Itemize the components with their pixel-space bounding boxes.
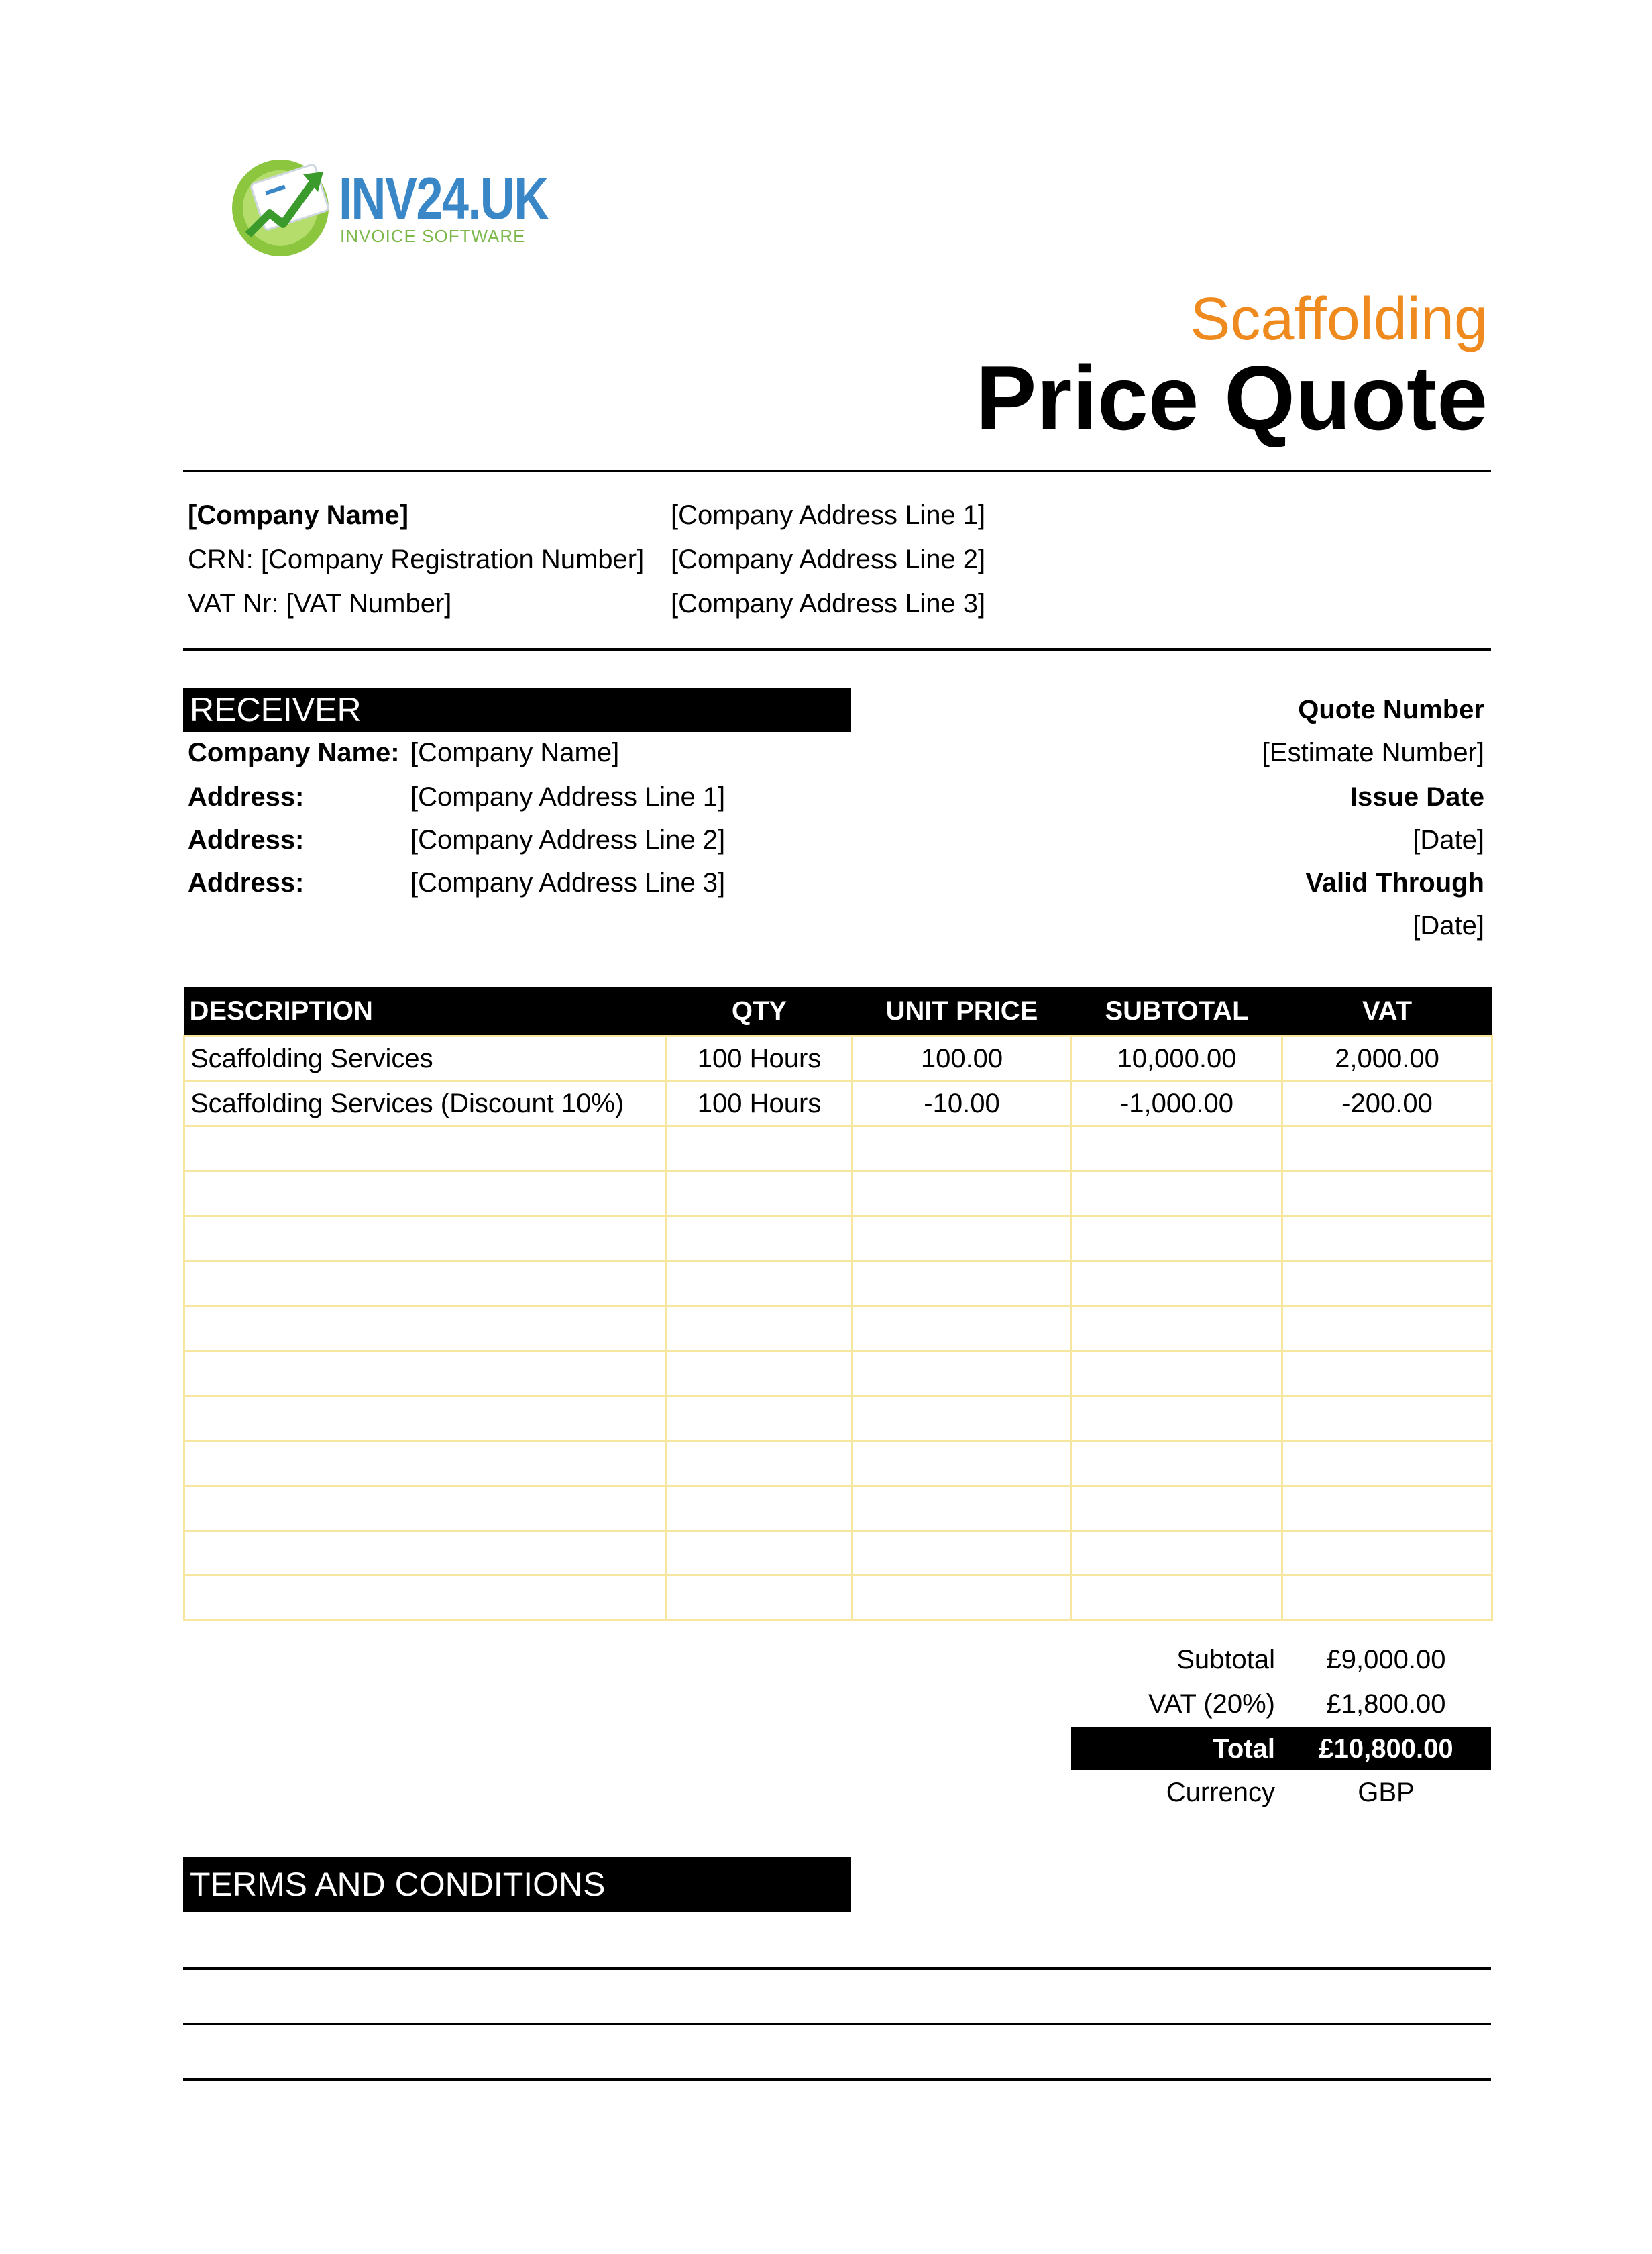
subtotal-label: Subtotal <box>1176 1645 1275 1674</box>
cell-unit-price: 100.00 <box>852 1036 1072 1081</box>
table-row <box>184 1351 1492 1396</box>
terms-heading: TERMS AND CONDITIONS <box>183 1857 851 1912</box>
receiver-address-1: [Company Address Line 1] <box>410 782 726 812</box>
receiver-address-label: Address: <box>188 868 305 898</box>
company-address-1: [Company Address Line 1] <box>671 500 986 530</box>
cell-description <box>184 1486 667 1531</box>
receiver-address-2: [Company Address Line 2] <box>410 825 726 855</box>
cell-vat <box>1282 1216 1492 1261</box>
cell-qty <box>667 1351 852 1396</box>
cell-unit-price <box>852 1441 1072 1486</box>
valid-through-label: Valid Through <box>1305 868 1484 898</box>
cell-subtotal <box>1072 1441 1282 1486</box>
column-header-vat: VAT <box>1282 987 1492 1036</box>
table-row <box>184 1486 1492 1531</box>
table-row <box>184 1531 1492 1576</box>
cell-subtotal <box>1072 1216 1282 1261</box>
currency-value: GBP <box>1358 1778 1415 1807</box>
cell-unit-price <box>852 1306 1072 1351</box>
cell-unit-price <box>852 1126 1072 1171</box>
cell-subtotal <box>1072 1351 1282 1396</box>
table-row <box>184 1306 1492 1351</box>
logo-text: INV24.UK <box>339 165 548 231</box>
cell-description <box>184 1531 667 1576</box>
logo-graphic-icon <box>228 154 335 258</box>
cell-qty <box>667 1306 852 1351</box>
cell-qty <box>667 1126 852 1171</box>
column-header-subtotal: SUBTOTAL <box>1072 987 1282 1036</box>
table-row <box>184 1081 1492 1126</box>
company-name: [Company Name] <box>188 500 408 530</box>
table-row <box>184 1576 1492 1621</box>
cell-subtotal <box>1072 1396 1282 1441</box>
cell-unit-price <box>852 1261 1072 1306</box>
cell-qty <box>667 1576 852 1621</box>
cell-subtotal: 10,000.00 <box>1072 1036 1282 1081</box>
cell-vat <box>1282 1306 1492 1351</box>
cell-vat <box>1282 1441 1492 1486</box>
receiver-company-label: Company Name: <box>188 738 400 767</box>
cell-vat: -200.00 <box>1282 1081 1492 1126</box>
document-title: Price Quote <box>975 347 1488 449</box>
terms-line <box>183 2023 1491 2025</box>
cell-qty: 100 Hours <box>667 1036 852 1081</box>
cell-unit-price <box>852 1216 1072 1261</box>
subtotal-value: £9,000.00 <box>1326 1645 1446 1674</box>
document-subtitle: Scaffolding <box>1190 286 1488 353</box>
cell-unit-price <box>852 1351 1072 1396</box>
cell-description <box>184 1396 667 1441</box>
cell-subtotal <box>1072 1126 1282 1171</box>
company-vat: VAT Nr: [VAT Number] <box>188 589 452 619</box>
cell-vat <box>1282 1396 1492 1441</box>
quote-number-value: [Estimate Number] <box>1262 738 1484 767</box>
table-row <box>184 1216 1492 1261</box>
cell-subtotal <box>1072 1486 1282 1531</box>
issue-date-value: [Date] <box>1413 825 1484 855</box>
cell-qty <box>667 1396 852 1441</box>
cell-qty <box>667 1261 852 1306</box>
cell-subtotal: -1,000.00 <box>1072 1081 1282 1126</box>
items-header-row <box>184 987 1492 1036</box>
column-header-unit-price: UNIT PRICE <box>852 987 1072 1036</box>
receiver-address-3: [Company Address Line 3] <box>410 868 726 898</box>
cell-vat <box>1282 1126 1492 1171</box>
cell-vat <box>1282 1261 1492 1306</box>
cell-description <box>184 1126 667 1171</box>
cell-qty <box>667 1531 852 1576</box>
cell-qty <box>667 1441 852 1486</box>
currency-label: Currency <box>1166 1778 1275 1807</box>
cell-description <box>184 1261 667 1306</box>
cell-description: Scaffolding Services <box>184 1036 667 1081</box>
cell-description <box>184 1576 667 1621</box>
column-header-qty: QTY <box>667 987 852 1036</box>
items-table <box>183 987 1493 1621</box>
table-row <box>184 1126 1492 1171</box>
receiver-address-label: Address: <box>188 782 305 812</box>
cell-qty <box>667 1171 852 1216</box>
cell-subtotal <box>1072 1576 1282 1621</box>
cell-qty: 100 Hours <box>667 1081 852 1126</box>
cell-vat <box>1282 1531 1492 1576</box>
cell-vat <box>1282 1576 1492 1621</box>
vat-label: VAT (20%) <box>1148 1689 1275 1719</box>
cell-unit-price <box>852 1171 1072 1216</box>
table-row <box>184 1171 1492 1216</box>
cell-description <box>184 1171 667 1216</box>
cell-vat <box>1282 1351 1492 1396</box>
table-row <box>184 1396 1492 1441</box>
cell-unit-price: -10.00 <box>852 1081 1072 1126</box>
cell-qty <box>667 1216 852 1261</box>
cell-qty <box>667 1486 852 1531</box>
receiver-address-label: Address: <box>188 825 305 855</box>
cell-description <box>184 1441 667 1486</box>
column-header-description: DESCRIPTION <box>184 987 667 1036</box>
quote-number-label: Quote Number <box>1298 695 1484 724</box>
terms-line <box>183 1967 1491 1970</box>
cell-unit-price <box>852 1531 1072 1576</box>
issue-date-label: Issue Date <box>1350 782 1484 812</box>
cell-vat: 2,000.00 <box>1282 1036 1492 1081</box>
company-address-3: [Company Address Line 3] <box>671 589 986 619</box>
divider <box>183 470 1491 472</box>
logo-subtitle: INVOICE SOFTWARE <box>340 226 526 246</box>
cell-subtotal <box>1072 1171 1282 1216</box>
table-row <box>184 1036 1492 1081</box>
table-row <box>184 1261 1492 1306</box>
total-label: Total <box>1213 1734 1275 1764</box>
cell-vat <box>1282 1171 1492 1216</box>
cell-description <box>184 1216 667 1261</box>
divider <box>183 648 1491 651</box>
valid-through-value: [Date] <box>1413 911 1484 941</box>
cell-description <box>184 1351 667 1396</box>
company-address-2: [Company Address Line 2] <box>671 545 986 574</box>
terms-line <box>183 2078 1491 2081</box>
cell-unit-price <box>852 1486 1072 1531</box>
cell-description <box>184 1306 667 1351</box>
total-value: £10,800.00 <box>1319 1734 1453 1764</box>
cell-vat <box>1282 1486 1492 1531</box>
cell-unit-price <box>852 1396 1072 1441</box>
cell-subtotal <box>1072 1306 1282 1351</box>
receiver-heading: RECEIVER <box>183 688 851 732</box>
cell-description: Scaffolding Services (Discount 10%) <box>184 1081 667 1126</box>
vat-value: £1,800.00 <box>1326 1689 1446 1719</box>
table-row <box>184 1441 1492 1486</box>
cell-unit-price <box>852 1576 1072 1621</box>
cell-subtotal <box>1072 1531 1282 1576</box>
cell-subtotal <box>1072 1261 1282 1306</box>
company-crn: CRN: [Company Registration Number] <box>188 545 645 574</box>
receiver-company-value: [Company Name] <box>410 738 620 767</box>
